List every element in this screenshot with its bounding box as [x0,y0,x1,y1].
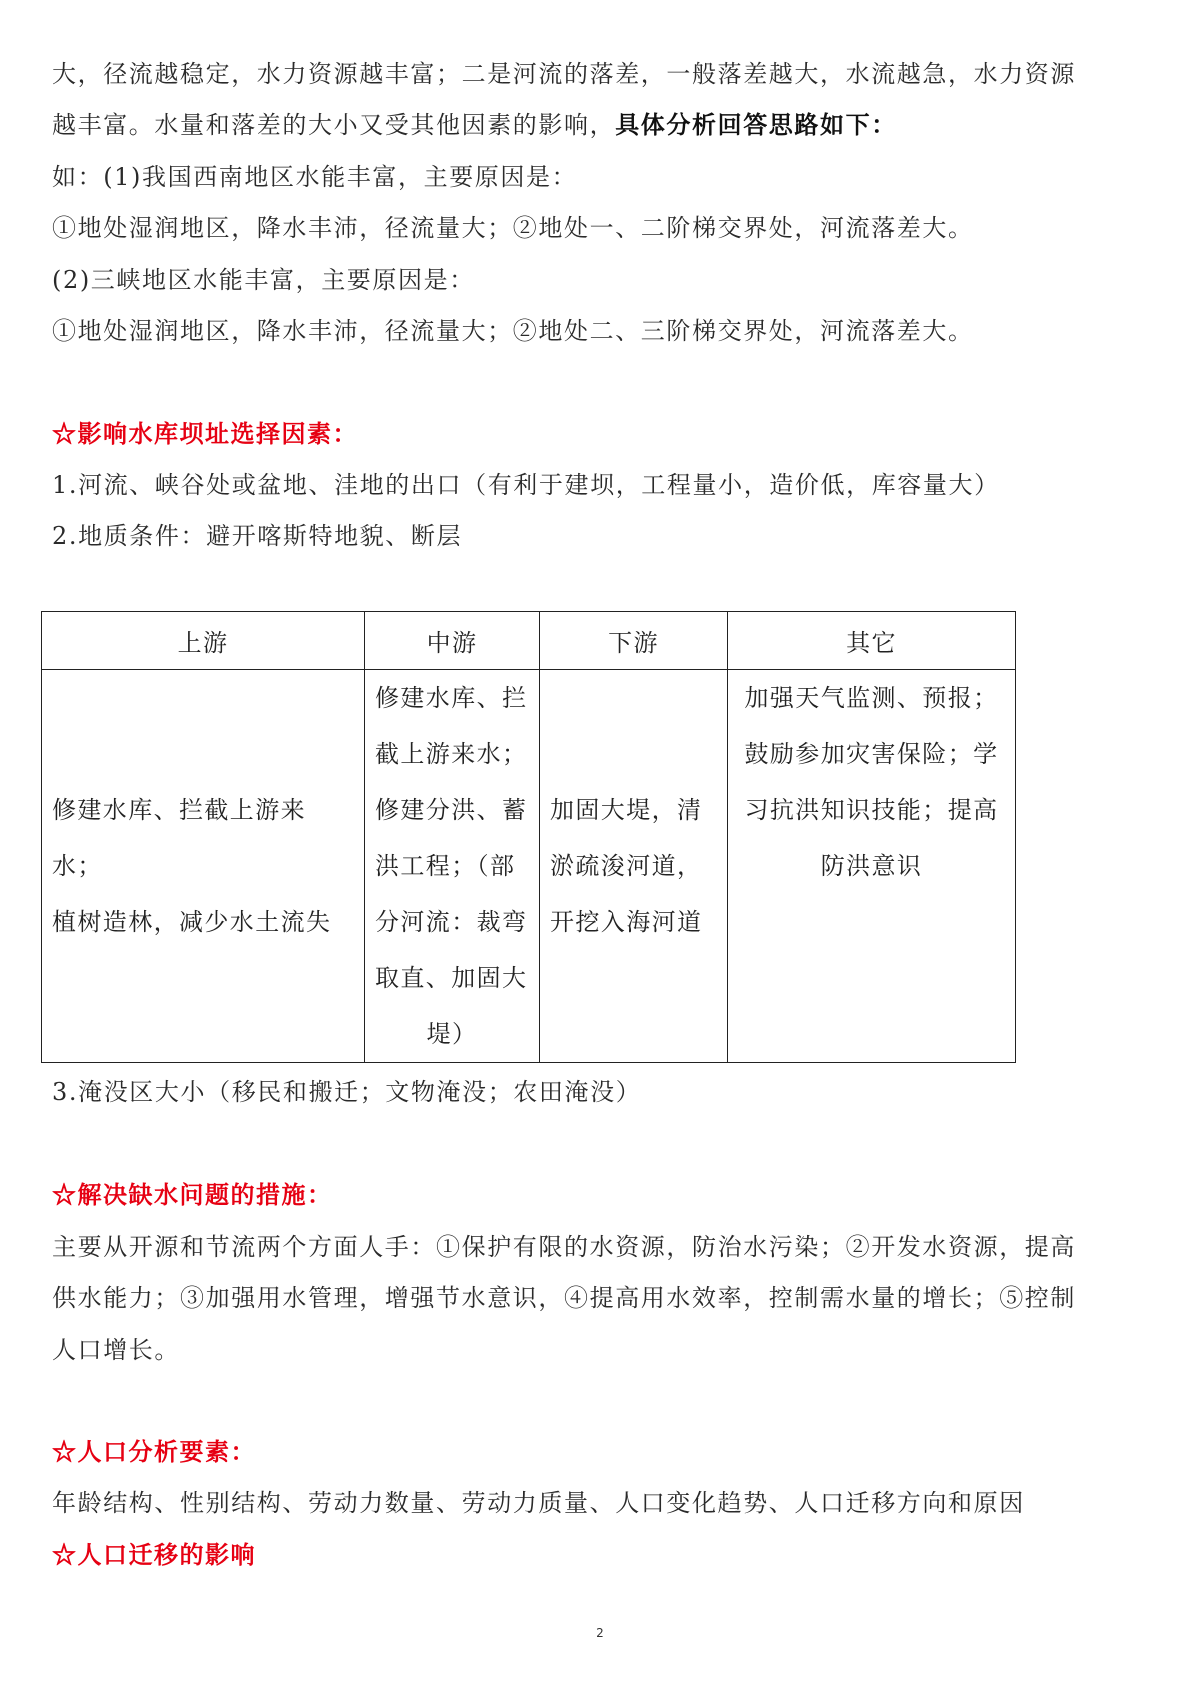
population-section-heading: ☆人口分析要素： [52,1437,256,1466]
cell-line: 分河流：裁弯 [375,908,528,936]
header-midstream: 中游 [365,612,540,670]
cell-upstream [42,670,365,1063]
cell-line: 淤疏浚河道， [550,852,703,880]
dam-item-2: 2.地质条件：避开喀斯特地貌、断层 [52,522,463,550]
population-line-1: 年龄结构、性别结构、劳动力数量、劳动力质量、人口变化趋势、人口迁移方向和原因 [52,1489,1025,1517]
intro-line-2-text: 越丰富。水量和落差的大小又受其他因素的影响， [52,111,616,139]
dam-item-3: 3.淹没区大小（移民和搬迁；文物淹没；农田淹没） [52,1078,642,1106]
header-upstream: 上游 [42,612,365,670]
cell-line: 堤） [426,1020,478,1048]
page-number: 2 [596,1626,604,1640]
table-row [42,670,1016,1063]
cell-line: 修建水库、拦 [375,684,528,712]
cell-line: 开挖入海河道 [550,908,703,936]
dam-item-1: 1.河流、峡谷处或盆地、洼地的出口（有利于建坝，工程量小，造价低，库容量大） [52,471,1000,499]
cell-line: 取直、加固大 [375,964,528,992]
cell-line: 加强天气监测、预报； [744,684,999,712]
migration-heading: ☆人口迁移的影响 [52,1540,256,1569]
water-line-3: 人口增长。 [52,1336,180,1364]
intro-line-2-bold: 具体分析回答思路如下： [615,110,897,139]
table-header-row [42,612,1016,670]
cell-line: 防洪意识 [820,852,923,880]
header-other: 其它 [728,612,1016,670]
intro-line-2 [52,105,1156,145]
cell-line: 洪工程；（部 [375,852,516,880]
intro-line-3: 如：(1)我国西南地区水能丰富，主要原因是： [52,163,578,191]
flood-control-table [41,611,1016,1063]
cell-line: 修建分洪、蓄 [375,796,528,824]
intro-line-6: ①地处湿润地区，降水丰沛，径流量大；②地处二、三阶梯交界处，河流落差大。 [52,317,974,345]
cell-line: 习抗洪知识技能；提高 [744,796,999,824]
cell-other [728,670,1016,1063]
water-section-heading: ☆解决缺水问题的措施： [52,1180,333,1209]
cell-line: 植树造林，减少水土流失 [52,908,332,936]
water-line-2: 供水能力；③加强用水管理，增强节水意识，④提高用水效率，控制需水量的增长；⑤控制 [52,1284,1076,1312]
header-downstream: 下游 [540,612,728,670]
cell-line: 修建水库、拦截上游来水； [52,796,306,880]
cell-line: 截上游来水； [375,740,528,768]
cell-line: 鼓励参加灾害保险；学 [744,740,999,768]
water-line-1: 主要从开源和节流两个方面人手：①保护有限的水资源，防治水污染；②开发水资源，提高 [52,1233,1076,1261]
dam-section-heading: ☆影响水库坝址选择因素： [52,419,358,448]
cell-midstream [365,670,540,1063]
cell-downstream [540,670,728,1063]
intro-line-5: (2)三峡地区水能丰富，主要原因是： [52,266,475,294]
intro-line-1: 大，径流越稳定，水力资源越丰富；二是河流的落差，一般落差越大，水流越急，水力资源 [52,60,1076,88]
intro-line-4: ①地处湿润地区，降水丰沛，径流量大；②地处一、二阶梯交界处，河流落差大。 [52,214,974,242]
cell-line: 加固大堤，清 [550,796,703,824]
